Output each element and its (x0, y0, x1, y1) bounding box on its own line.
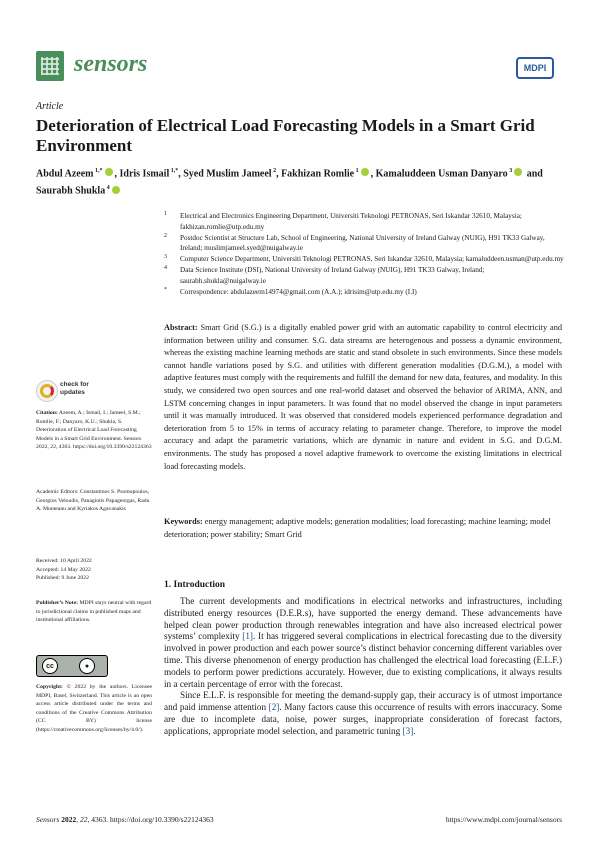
author-name: Kamaluddeen Usman Danyaro (375, 168, 508, 180)
affiliation-text: Postdoc Scientist at Structure Lab, School of Engineering, National University of Ireland Galway (NUIG), H91 TK33 Galway, Ireland; muslimjameel.syed@nuigalway.ie (180, 233, 545, 253)
citation-text: Azeem, A.; Ismail, I.; Jameel, S.M.; Romlie, F.; Danyaro, K.U.; Shukla, S. Deterioration of Electrical Load Forecasting Models in a Smart Grid Environment. Sensors 2022, 22, 4363. https://doi.org/10.3390/s22124363 (36, 410, 152, 451)
author-affiliation-marker: 1,* (169, 168, 179, 174)
check-for-updates-label[interactable]: check for updates (60, 381, 89, 396)
citation-link[interactable]: [2] (268, 702, 280, 713)
author-name: Idris Ismail (119, 168, 170, 180)
publisher-note-label: Publisher’s Note: (36, 600, 79, 606)
orcid-icon[interactable] (112, 186, 120, 194)
affiliation-number: 4 (164, 264, 167, 271)
abstract-text: Smart Grid (S.G.) is a digitally enabled power grid with an automatic capability to control electricity and information between utility and consumer. S.G. data streams are heterogenous and possess a dynamic environment, whereas the existing machine learning methods are static and stand obsolete in such environments. Since these models cannot handle variations posed by S.G. and utilities with different generation modalities (D.G.M.), a model with adaptive features must comply with the requirements and fulfill the demand for new data, features, and modality. In this study, we considered two open sources and one real-world dataset and observed the behavior of ARIMA, ANN, and LSTM concerning changes in input parameters. It was found that no model observed the change in input parameters until it was manually introduced. It was observed that considered models experienced performance degradation and deterioration from 5 to 15% in terms of accuracy relating to parameter change. Therefore, to improve the model accuracy and adapt the parametric variations, which are dynamic in nature and evident in S.G. and D.G.M. environments. The study has proposed a novel adaptive framework to overcome the existing limitations in electrical load forecasting models. (164, 323, 563, 471)
keywords (164, 516, 562, 541)
footer-journal-url[interactable]: https://www.mdpi.com/journal/sensors (445, 815, 562, 824)
author-affiliation-marker: 1 (354, 168, 359, 174)
publisher-note (36, 599, 154, 625)
abstract (164, 322, 562, 473)
dates-block (36, 557, 154, 583)
author-name: Syed Muslim Jameel (183, 168, 272, 180)
published-date: Published: 9 June 2022 (36, 575, 89, 582)
accepted-date: Accepted: 14 May 2022 (36, 566, 91, 573)
academic-editors: Academic Editors: Constantinos S. Psomopoulos, Georgios Veloudis, Panagiotis Papageorgas, Radu A. Munteanu and Kyriakos Agavanakis (36, 489, 150, 513)
citation-link[interactable]: [3] (402, 725, 414, 736)
copyright-block (36, 683, 152, 735)
author-name: Abdul Azeem (36, 168, 94, 180)
affiliation-text: Electrical and Electronics Engineering Department, Universiti Teknologi PETRONAS, Seri Iskandar 32610, Malaysia; fakhizan.romlie@utp.edu.my (180, 212, 522, 231)
affiliation-item (164, 233, 564, 255)
keywords-text: energy management; adaptive models; generation modalities; load forecasting; machine learning; model deterioration; power stability; Smart Grid (164, 517, 551, 539)
affiliations (164, 211, 564, 297)
affiliation-text: Correspondence: abdulazeem14974@gmail.com (A.A.); idrisim@utp.edu.my (I.I) (180, 287, 417, 296)
affiliation-number: * (164, 286, 167, 293)
copyright-label: Copyright: (36, 684, 63, 690)
citation-block (36, 409, 154, 452)
author-affiliation-marker: 4 (105, 185, 110, 192)
journal-logo-icon (36, 51, 64, 81)
check-for-updates-icon[interactable] (36, 380, 58, 402)
copyright-text: © 2022 by the authors. Licensee MDPI, Basel, Switzerland. This article is an open access article distributed under the terms and conditions of the Creative Commons Attribution (CC BY) license (https://creativecommons.org/licenses/by/4.0/). (36, 684, 153, 733)
orcid-icon[interactable] (105, 168, 113, 176)
affiliation-item (164, 265, 564, 287)
article-type: Article (36, 101, 64, 112)
journal-name: sensors (74, 51, 148, 77)
affiliation-item (164, 287, 564, 298)
cc-by-license-icon[interactable] (36, 655, 108, 677)
citation-label: Citation: (36, 410, 58, 416)
keywords-label: Keywords: (164, 517, 203, 526)
affiliation-item (164, 211, 564, 233)
publisher-note-text: MDPI stays neutral with regard to jurisdictional claims in published maps and institutional affiliations. (36, 600, 152, 624)
abstract-label: Abstract: (164, 323, 198, 332)
introduction-text (164, 596, 562, 738)
affiliation-text: Computer Science Department, Universiti Teknologi PETRONAS, Seri Iskandar 32610, Malaysia; kamaluddeen.usman@utp.edu.my (180, 255, 564, 264)
orcid-icon[interactable] (361, 168, 369, 176)
author-affiliation-marker: 2 (271, 168, 277, 174)
attribution-icon: ● (79, 658, 95, 674)
author-affiliation-marker: 1,* (93, 168, 103, 174)
author-list: Abdul Azeem $^{1,*}$ , Idris Ismail $^{1,*}$, Syed Muslim Jameel $^2$, Fakhizan Romlie $^1$ , Kamaluddeen Usman Danyaro $^3$ and Saurabh Shukla $^4$ (36, 168, 543, 197)
mdpi-logo: MDPI (516, 57, 554, 79)
affiliation-number: 3 (164, 254, 167, 261)
affiliation-item (164, 254, 564, 265)
paper-title: Deterioration of Electrical Load Forecasting Models in a Smart Grid Environment (36, 116, 535, 155)
footer-citation: Sensors 2022, 22, 4363. https://doi.org/10.3390/s22124363 (36, 815, 214, 824)
paragraph: The current developments and modifications in electrical networks and infrastructures, including distributed energy resources (D.E.R.s), have supported the energy demand. These advancements have helped clean power production through renewables integration and have also increased electrical power systems’ complexity [1]. It has triggered several complications in electrical forecasting due to the diversity involved in power production and each power source’s distinct behavior concerning different variables over time. This diverse phenomenon of energy production has challenged the electrical load forecasting (E.L.F.) models to perform power predictions accurately. However, due to existing complications, it always results in a certain percentage of error with the forecast. (164, 596, 562, 689)
section-heading-introduction: 1. Introduction (164, 580, 226, 590)
orcid-icon[interactable] (514, 168, 522, 176)
author-name: and Saurabh Shukla (36, 168, 543, 197)
author-name: Fakhizan Romlie (281, 168, 355, 180)
affiliation-number: 2 (164, 232, 167, 239)
author-affiliation-marker: 3 (507, 168, 513, 174)
received-date: Received: 10 April 2022 (36, 558, 92, 564)
citation-link[interactable]: [1] (242, 631, 253, 642)
cc-icon: cc (42, 658, 58, 674)
affiliation-number: 1 (164, 211, 167, 217)
paragraph: Since E.L.F. is responsible for meeting the demand-supply gap, their accuracy is of utmost importance and paid immense attention [2]. Many factors cause this occurrence of results with errors inaccuracy. Some are due to incomplete data, noise, power surges, inappropriate consideration of forecast factors, applications, appropriate model selection, and parametric tuning [3]. (164, 690, 562, 736)
affiliation-text: Data Science Institute (DSI), National University of Ireland Galway (NUIG), H91 TK33 Galway, Ireland; saurabh.shukla@nuigalway.ie (180, 265, 485, 285)
